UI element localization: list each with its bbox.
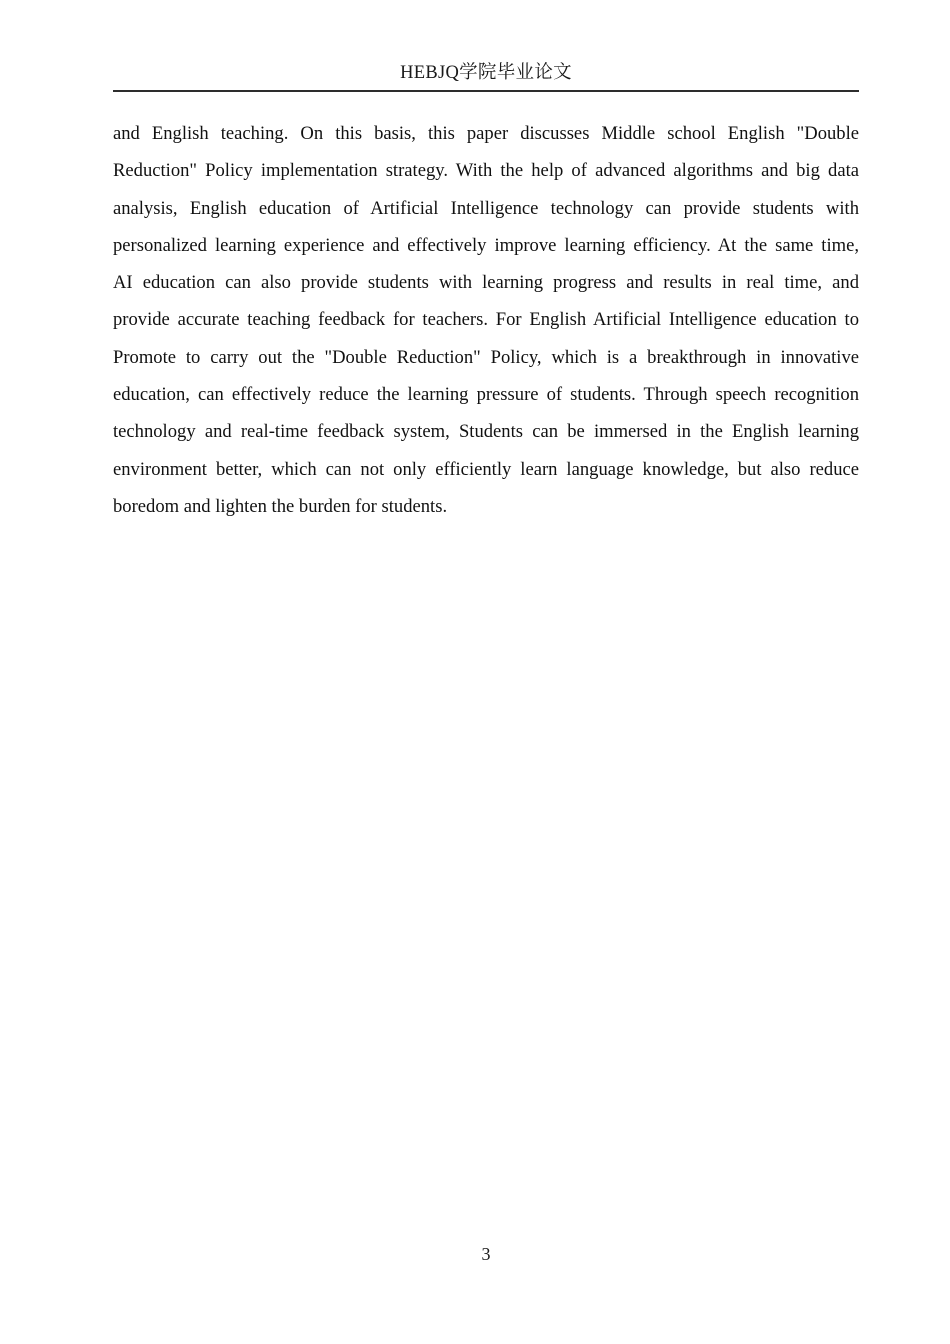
page-number: 3 — [481, 1244, 491, 1264]
body-line: technology and real-time feedback system, Students can be immersed in the English learning — [113, 421, 859, 443]
body-line: environment better, which can not only efficiently learn language knowledge, but also reduce — [113, 458, 859, 480]
body-line: AI education can also provide students with learning progress and results in real time, and — [113, 272, 859, 294]
body-line: provide accurate teaching feedback for teachers. For English Artificial Intelligence education to — [113, 309, 859, 331]
header-rule — [113, 90, 859, 92]
page-header-title: HEBJQ学院毕业论文 — [400, 63, 572, 83]
body-line: Reduction" Policy implementation strategy. With the help of advanced algorithms and big data — [113, 160, 859, 182]
body-line: Promote to carry out the "Double Reduction" Policy, which is a breakthrough in innovative — [113, 346, 859, 368]
body-line: boredom and lighten the burden for students. — [113, 495, 448, 517]
paragraph — [113, 115, 859, 525]
body-line: personalized learning experience and effectively improve learning efficiency. At the same time, — [113, 234, 859, 256]
body-line: education, can effectively reduce the learning pressure of students. Through speech recognition — [113, 384, 859, 406]
body-line: analysis, English education of Artificial Intelligence technology can provide students with — [113, 197, 859, 219]
body-line: and English teaching. On this basis, this paper discusses Middle school English "Double — [113, 123, 859, 144]
